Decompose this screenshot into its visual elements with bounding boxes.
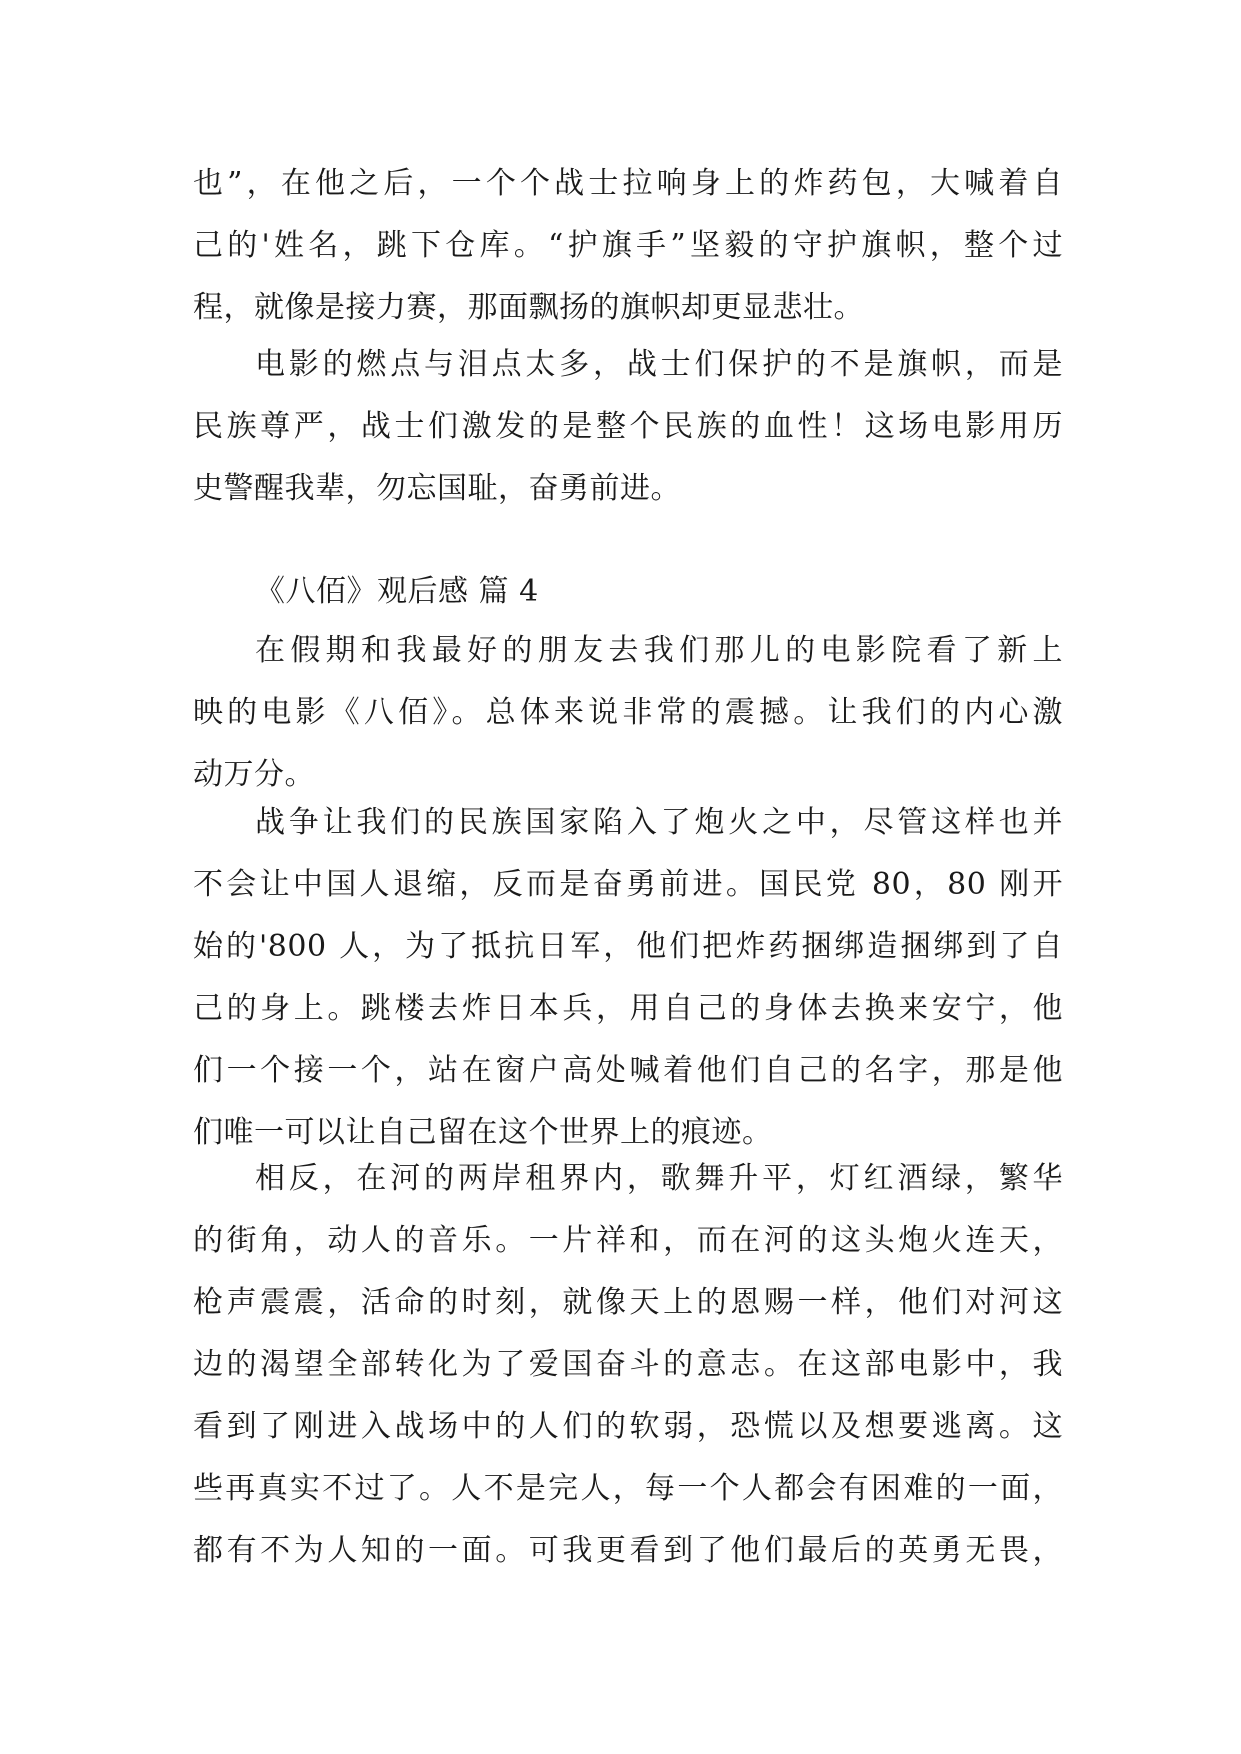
paragraph [193,1148,1063,1582]
text-line: 程，就像是接力赛，那面飘扬的旗帜却更显悲壮。 [193,290,864,325]
text-line: 的街角，动人的音乐。一片祥和，而在河的这头炮火连天， [193,1223,1063,1258]
paragraph [193,792,1063,1164]
text-line: 己的身上。跳楼去炸日本兵，用自己的身体去换来安宁，他 [193,991,1063,1026]
text-line: 看到了刚进入战场中的人们的软弱，恐慌以及想要逃离。这 [193,1409,1063,1444]
text-line: 也”，在他之后，一个个战士拉响身上的炸药包，大喊着自 [193,166,1063,201]
text-line: 在假期和我最好的朋友去我们那儿的电影院看了新上 [255,633,1063,668]
section-heading: 《八佰》观后感 篇 4 [255,574,539,609]
text-line: 映的电影《八佰》。总体来说非常的震撼。让我们的内心激 [193,695,1063,730]
text-line: 民族尊严，战士们激发的是整个民族的血性！这场电影用历 [193,409,1063,444]
text-line: 们唯一可以让自己留在这个世界上的痕迹。 [193,1115,773,1150]
text-line: 相反，在河的两岸租界内，歌舞升平，灯红酒绿，繁华 [255,1161,1063,1196]
text-line: 始的'800 人，为了抵抗日军，他们把炸药捆绑造捆绑到了自 [193,929,1063,964]
paragraph [193,620,1063,806]
text-line: 边的渴望全部转化为了爱国奋斗的意志。在这部电影中，我 [193,1347,1063,1382]
text-line: 电影的燃点与泪点太多，战士们保护的不是旗帜，而是 [255,347,1063,382]
text-line: 不会让中国人退缩，反而是奋勇前进。国民党 80，80 刚开 [193,867,1063,902]
text-line: 战争让我们的民族国家陷入了炮火之中，尽管这样也并 [255,805,1063,840]
text-line: 些再真实不过了。人不是完人，每一个人都会有困难的一面， [193,1471,1063,1506]
text-line: 枪声震震，活命的时刻，就像天上的恩赐一样，他们对河这 [193,1285,1063,1320]
text-line: 史警醒我辈，勿忘国耻，奋勇前进。 [193,471,681,506]
text-line: 都有不为人知的一面。可我更看到了他们最后的英勇无畏， [193,1533,1063,1568]
text-line: 们一个接一个，站在窗户高处喊着他们自己的名字，那是他 [193,1053,1063,1088]
paragraph [193,334,1063,520]
text-line: 己的'姓名，跳下仓库。“护旗手”坚毅的守护旗帜，整个过 [193,228,1063,263]
text-line: 动万分。 [193,757,315,792]
paragraph-continued [193,153,1063,339]
